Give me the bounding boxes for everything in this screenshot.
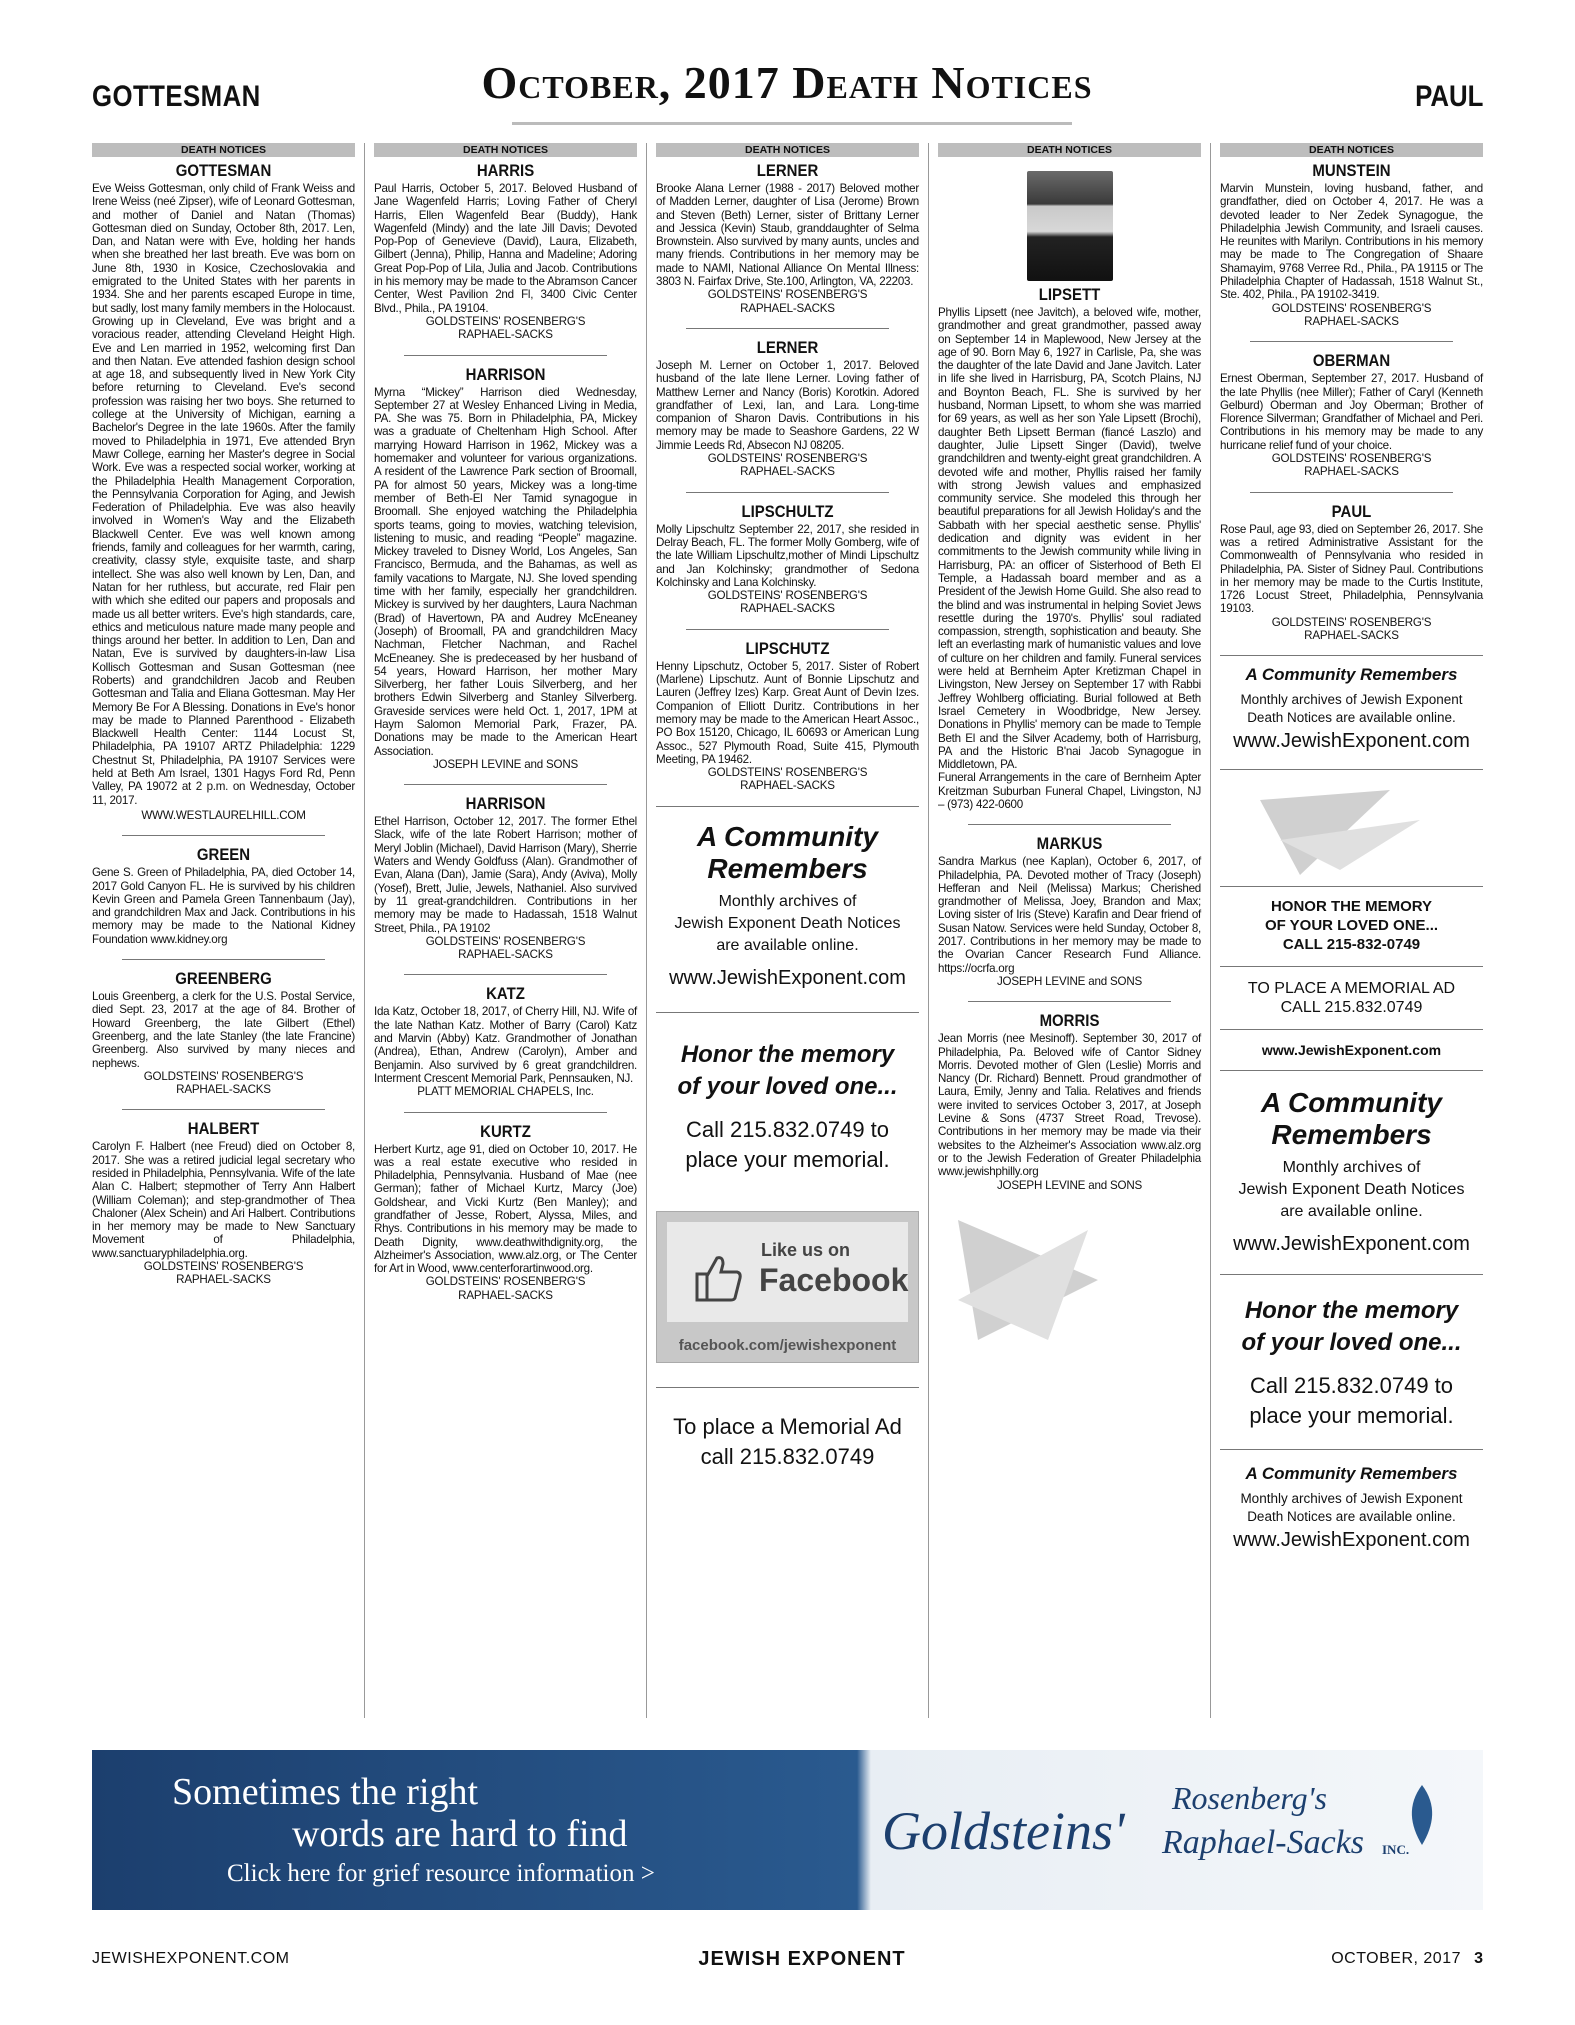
notice-kurtz (374, 1122, 637, 1303)
notice-divider (404, 784, 607, 785)
column-divider (928, 143, 929, 1718)
notice-body: Rose Paul, age 93, died on September 26, 2017. She was a retired Administrative Assistant for the Commonwealth of Pennsylvania who resided in Philadelphia, PA. Sister of Sidney Paul. Contributions in her memory may be made to the Curtis Institute, 1726 Locust Street, Philadelphia, Pennsylvania 19103. (1220, 522, 1483, 616)
footer-paper-name: JEWISH EXPONENT (698, 1948, 906, 1970)
funeral-home: JOSEPH LEVINE and SONS (996, 974, 1143, 988)
column-5 (1220, 143, 1483, 1554)
notice-katz (374, 984, 637, 1098)
notice-name: LIPSCHULTZ (741, 501, 834, 521)
notice-body: Ethel Harrison, October 12, 2017. The former Ethel Slack, wife of the late Robert Harrison; mother of Meryl Joblin (Michael), David Harrison (Mary), Sherrie Waters and Wendy Goldfuss (Alan). Grandmother of Evan, Alana (Dan), Jamie (Sara), Andy (Aviva), Molly (Yosef), Brett, Julie, Jewels, Nathaniel. Also survived by 11 great-grandchildren. Contributions in her memory may be made to Hadassah, 1518 Walnut Street, Phila., PA 19102 (374, 815, 637, 935)
funeral-home: RAPHAEL-SACKS (1304, 465, 1399, 479)
notice-name: HARRIS (476, 161, 535, 180)
notice-body: Gene S. Green of Philadelphia, PA, died October 14, 2017 Gold Canyon FL. He is survived by his children Kevin Green and Pamela Green Tannenbaum (Jay), and grandchildren Max and Jack. Contributions in his memory may be made to the National Kidney Foundation www.kidney.org (92, 866, 355, 946)
ad-text: are available online. (1280, 1203, 1423, 1221)
notice-harrison-myrna (374, 365, 637, 772)
logo-text: Rosenberg's (1172, 1780, 1327, 1816)
funeral-home: GOLDSTEINS' ROSENBERG'S (707, 288, 868, 302)
funeral-home: GOLDSTEINS' ROSENBERG'S (707, 452, 868, 466)
notice-divider (404, 355, 607, 356)
notice-body: Ernest Oberman, September 27, 2017. Husband of the late Phyllis (nee Miller); Father of Caryl (Kenneth Gelburd) Oberman and Joy Oberman; Brother of Florence Silverman; Grandfather of Michael and Peri. Contributions in his memory may be made to any hurricane relief fund of your choice. (1220, 372, 1483, 452)
column-divider (364, 143, 365, 1718)
notice-lerner-brooke (656, 161, 919, 315)
notice-name: MORRIS (1039, 1011, 1100, 1031)
funeral-home: RAPHAEL-SACKS (740, 465, 835, 479)
funeral-home: RAPHAEL-SACKS (458, 328, 553, 342)
facebook-badge (667, 1222, 908, 1322)
ad-text: Death Notices are available online. (1247, 710, 1456, 726)
notice-divider (1220, 769, 1483, 770)
notice-lipsett (938, 171, 1201, 811)
notice-name: GOTTESMAN (175, 161, 272, 180)
notice-name: HALBERT (187, 1119, 260, 1139)
section-bar: DEATH NOTICES (374, 143, 637, 157)
notice-divider (1220, 1029, 1483, 1030)
ad-text: To place a Memorial Ad (673, 1413, 902, 1439)
funeral-home: RAPHAEL-SACKS (458, 948, 553, 962)
ad-text: place your memorial. (685, 1146, 890, 1172)
notice-divider (656, 806, 919, 807)
notice-name: HARRISON (465, 794, 546, 814)
notice-divider (1220, 655, 1483, 656)
notice-divider (686, 328, 889, 329)
section-bar: DEATH NOTICES (938, 143, 1201, 157)
ad-text: Call 215.832.0749 to (685, 1116, 890, 1142)
funeral-home: JOSEPH LEVINE and SONS (996, 1178, 1143, 1192)
banner-cta-link[interactable]: Click here for grief resource information > (227, 1860, 655, 1887)
notice-divider (1220, 1449, 1483, 1450)
place-memorial-caps-ad[interactable] (1220, 979, 1483, 1017)
funeral-home: GOLDSTEINS' ROSENBERG'S (425, 1275, 586, 1289)
notice-munstein (1220, 161, 1483, 328)
notice-divider (1220, 1070, 1483, 1071)
ad-text: Monthly archives of (718, 892, 857, 910)
ad-text: are available online. (716, 936, 859, 954)
notice-name: HARRISON (465, 364, 546, 384)
logo-text: INC. (1382, 1842, 1410, 1857)
notice-green (92, 845, 355, 946)
ad-heading: of your loved one... (677, 1072, 898, 1100)
ad-text: TO PLACE A MEMORIAL AD (1247, 980, 1456, 998)
ad-heading: A Community Remembers (697, 820, 878, 884)
notice-lerner-joseph (656, 338, 919, 479)
column-divider (1210, 143, 1211, 1718)
notice-name: LIPSCHUTZ (745, 638, 830, 658)
funeral-home[interactable]: WWW.WESTLAURELHILL.COM (141, 808, 306, 822)
notice-divider (404, 974, 607, 975)
funeral-home: PLATT MEMORIAL CHAPELS, Inc. (417, 1085, 594, 1099)
notice-lipschutz (656, 639, 919, 793)
notice-divider (1250, 492, 1453, 493)
funeral-home: RAPHAEL-SACKS (740, 602, 835, 616)
notice-halbert (92, 1119, 355, 1286)
website-link[interactable]: www.JewishExponent.com (1233, 730, 1470, 753)
notice-name: KATZ (486, 984, 525, 1004)
funeral-home: RAPHAEL-SACKS (740, 779, 835, 793)
section-bar: DEATH NOTICES (1220, 143, 1483, 157)
honor-memory-ad[interactable] (656, 1039, 919, 1175)
funeral-home: GOLDSTEINS' ROSENBERG'S (707, 766, 868, 780)
notice-body: Brooke Alana Lerner (1988 - 2017) Beloved mother of Madden Lerner, daughter of Lisa (Jerome) Brown and Steven (Beth) Lerner, sister of Brittany Lerner and Jessica (Kevin) Staub, granddaughter of Selma Brownstein. Also survived by many aunts, uncles and many friends. Contributions in her memory may be made to NAMI, National Alliance On Mental Illness: 3803 N. Fairfax Drive, Ste.100, Arlington, VA, 22203. (656, 182, 919, 289)
fb-like-text: Like us on (761, 1239, 851, 1260)
notice-body: Ida Katz, October 18, 2017, of Cherry Hill, NJ. Wife of the late Nathan Katz. Mother of Barry (Carol) Katz and Marvin (Abby) Katz. Grandmother of Jonathan (Andrea), Ethan, Andrew (Carolyn), Amber and Benjamin. Also survived by 6 great grandchildren. Interment Crescent Memorial Park, Pennsauken, NJ. (374, 1005, 637, 1085)
notice-body: Henny Lipschutz, October 5, 2017. Sister of Robert (Marlene) Lipschutz. Aunt of Bonnie Lipschutz and Lauren (Jeffrey Izes) Karp. Great Aunt of Devin Izes. Companion of Elliott Duritz. Contributions in her memory may be made to the American Heart Assoc., PO Box 15120, Chicago, IL 60693 or American Lung Assoc., 527 Plymouth Road, Suite 415, Plymouth Meeting, PA 19462. (656, 659, 919, 766)
notice-name: PAUL (1331, 501, 1372, 521)
notice-body: Jean Morris (nee Mesinoff). September 30, 2017 of Philadelphia, Pa. Beloved wife of Cantor Sidney Morris. Devoted mother of Glen (Leslie) Morris and Nancy (Dr. Richard) Bennett. Proud grandmother of Laura, Emily, Jenny and Talia. Relatives and friends were invited to services October 3, 2017, at Joseph Levine & Sons (4737 Street Road, Trevose). Contributions in her memory may be made via their websites to the Alzheimer's Association www.alz.org or to the Jewish Federation of Greater Philadelphia www.jewishphilly.org (938, 1032, 1201, 1179)
column-3 (656, 143, 919, 1472)
page-number: 3 (1474, 1950, 1483, 1967)
notice-harris (374, 161, 637, 342)
honor-memory-caps-ad[interactable] (1220, 897, 1483, 954)
notice-divider (1220, 966, 1483, 967)
fb-name: Facebook (759, 1261, 909, 1298)
column-4 (938, 143, 1201, 1350)
notice-name: KURTZ (480, 1121, 531, 1141)
notice-divider (656, 1387, 919, 1388)
notice-divider (1250, 341, 1453, 342)
community-remembers-ad[interactable] (1220, 1087, 1483, 1256)
notice-greenberg (92, 969, 355, 1096)
ad-text: CALL 215.832.0749 (1280, 999, 1423, 1017)
ad-text: place your memorial. (1249, 1403, 1454, 1429)
website-link[interactable]: www.JewishExponent.com (1233, 1529, 1470, 1552)
ad-heading: A Community Remembers (1261, 1087, 1442, 1151)
notice-markus (938, 834, 1201, 988)
ad-text: CALL 215-832-0749 (1282, 936, 1421, 954)
notice-divider (968, 1001, 1171, 1002)
ad-heading: Honor the memory (680, 1040, 895, 1068)
logo-text: Goldsteins' (882, 1801, 1125, 1861)
notice-name: LERNER (756, 337, 819, 357)
funeral-home: RAPHAEL-SACKS (176, 1083, 271, 1097)
ad-text: Monthly archives of Jewish Exponent (1240, 1491, 1463, 1507)
funeral-home: RAPHAEL-SACKS (740, 301, 835, 315)
notice-lipschultz (656, 502, 919, 616)
section-bar: DEATH NOTICES (656, 143, 919, 157)
ad-heading: A Community Remembers (1245, 665, 1458, 685)
ad-heading: of your loved one... (1241, 1329, 1462, 1357)
website-link[interactable]: www.JewishExponent.com (1233, 1233, 1470, 1256)
funeral-home: RAPHAEL-SACKS (1304, 314, 1399, 328)
notice-divider (122, 835, 325, 836)
funeral-home: RAPHAEL-SACKS (176, 1273, 271, 1287)
notice-body: Eve Weiss Gottesman, only child of Frank Weiss and Irene Weiss (neé Zipser), wife of Leonard Gottesman, and mother of Daniel and Natan (Thomas) Gottesman died on Sunday, October 8th, 2017. Len, Dan, and Natan were with Eve, holding her hands when she breathed her last breath. Eve was born on June 8th, 1930 in Kosice, Czechoslovakia and emigrated to the United States with her parents in 1934. She and her parents escaped Europe in time, but sadly, lost many family members in the Holocaust. Growing up in Cleveland, Eve was bright and a voracious reader, attending Cleveland Height High. Eve and Len married in 1952, welcoming first Dan and then Natan. Eve attended fashion design school at age 18, and subsequently lived in New York City before returning to Cleveland. Eve's second profession was raising her two boys. She returned to college at the University of Michigan, earning a Bachelor's Degree in the late 1960s. After the family moved to Philadelphia in 1971, Eve attended Bryn Mawr College, earning her Master's degree in Social Work. Eve was a respected social worker, working at the Philadelphia Health Management Corporation, the Pennsylvania Corporation for Aging, and Jewish Federation of Philadelphia. Eve was also heavily involved in Women's Way and the Elizabeth Blackwell Center. Eve was well known among friends, family and colleagues for her warmth, caring, creativity, classy style, exquisite taste, and sharp intellect. She was also well known by Len, Dan, and Natan for her ruthless, but accurate, red Flair pen with which she edited our papers and proposals and made us all better writers. Eve's high standards, care, ethics and meticulous nature made many people and things around her better. In addition to Len, Dan and Natan, Eve is survived by daughters-in-law Lisa Kollisch Gottesman and Susan Gottesman (nee Roberts) and grandchildren Jacob and Reuben Gottesman and Talia and Eliana Gottesman. May Her Memory Be For A Blessing. Donations in Eve's honor may be made to Planned Parenthood - Elizabeth Blackwell Health Center: 1144 Locust St, Philadelphia, PA 19107 ARTZ Philadelphia: 1229 Chestnut St, Philadelphia, PA 19107 Services were held at Beth Am Israel, 1301 Hagys Ford Rd, Penn Valley, PA 19072 at 2 p.m. on Wednesday, October 11, 2017. (92, 182, 355, 807)
facebook-ad[interactable] (656, 1211, 919, 1363)
funeral-home: GOLDSTEINS' ROSENBERG'S (1271, 452, 1432, 466)
funeral-home: RAPHAEL-SACKS (458, 1288, 553, 1302)
grief-resource-banner[interactable] (92, 1750, 1483, 1910)
page-footer (92, 1950, 1483, 1974)
community-remembers-ad-small[interactable] (1220, 1464, 1483, 1554)
notice-divider (656, 1012, 919, 1013)
ad-text: Call 215.832.0749 to (1249, 1373, 1454, 1399)
notice-body: Louis Greenberg, a clerk for the U.S. Postal Service, died Sept. 23, 2017 at the age of 84. Brother of Howard Greenberg, the late Gilbert (Ethel) Greenberg, and the late Stanley (the late Francine) Greenberg. Also survived by many nieces and nephews. (92, 990, 355, 1070)
funeral-home: RAPHAEL-SACKS (1304, 629, 1399, 643)
notice-gottesman (92, 161, 355, 822)
funeral-home: GOLDSTEINS' ROSENBERG'S (1271, 615, 1432, 629)
notice-paul (1220, 502, 1483, 643)
notice-name: LERNER (756, 161, 819, 180)
funeral-home: JOSEPH LEVINE and SONS (432, 757, 579, 771)
notice-divider (686, 492, 889, 493)
banner-line-1: Sometimes the right (172, 1771, 479, 1813)
ad-text: Jewish Exponent Death Notices (1238, 1181, 1465, 1199)
logo-text: Raphael-Sacks (1162, 1824, 1365, 1861)
notice-divider (122, 959, 325, 960)
notice-name: MARKUS (1036, 834, 1103, 854)
banner-line-2: words are hard to find (292, 1813, 628, 1855)
ad-text: Jewish Exponent Death Notices (674, 914, 901, 932)
notice-body: Marvin Munstein, loving husband, father, and grandfather, died on October 4, 2017. He was a devoted leader to Ner Zedek Synagogue, the Philadelphia Jewish Community, and Israeli causes. He reunites with Marilyn. Contributions in his memory may be made to The Congregation of Shaare Shamayim, 9768 Verree Rd., Phila., PA 19115 or The Philadelphia Chapter of Hadassah, 1518 Walnut St., Ste. 402, Phila., PA 19102-3419. (1220, 182, 1483, 302)
footer-site[interactable]: JEWISHEXPONENT.COM (92, 1950, 290, 1967)
community-remembers-ad-small[interactable] (1220, 665, 1483, 755)
website-link[interactable]: www.JewishExponent.com (669, 966, 906, 989)
column-divider (646, 143, 647, 1718)
community-remembers-ad[interactable] (656, 821, 919, 990)
notice-body: Paul Harris, October 5, 2017. Beloved Husband of Jane Wagenfeld Harris; Loving Father of Cheryl Harris, Ellen Wagenfeld Bear (Buddy), Hank Wagenfeld (Mindy) and the late Jill Davis; Devoted Pop-Pop of Genevieve (David), Laura, Elizabeth, Gilbert (Jenna), Philip, Hanna and Madeline; Adoring Great Pop-Pop of Lila, Julia and Jacob. Contributions in his memory may be made to the Abramson Cancer Center, West Pavilion 2nd Fl, 3400 Civic Center Blvd., Phila., PA 19104. (374, 182, 637, 315)
star-of-david-icon (938, 1210, 1118, 1350)
footer-date: OCTOBER, 2017 (1331, 1950, 1461, 1967)
notice-body: Joseph M. Lerner on October 1, 2017. Beloved husband of the late Ilene Lerner. Loving father of Matthew Lerner and Nancy (Boris) Korotkin. Adored grandfather of Lexi, Ian, and Lara. Long-time companion of Sharon Davis. Contributions in his memory may be made to Seashore Gardens, 22 W Jimmie Leeds Rd, Absecon NJ 08205. (656, 358, 919, 452)
funeral-home: GOLDSTEINS' ROSENBERG'S (143, 1260, 304, 1274)
section-bar: DEATH NOTICES (92, 143, 355, 157)
page-header (92, 52, 1483, 122)
header-right-name: PAUL (1414, 80, 1483, 113)
facebook-url[interactable]: facebook.com/jewishexponent (678, 1336, 897, 1354)
notice-body: Molly Lipschultz September 22, 2017, she resided in Delray Beach, FL. The former Molly Gomberg, wife of the late William Lipschultz,mother of Mindi Lipschultz and Jan Kolchinsky; grandmother of Sedona Kolchinsky and Lana Kolchinsky. (656, 522, 919, 589)
notice-name: GREENBERG (175, 969, 272, 989)
notice-divider (968, 824, 1171, 825)
title-underline (512, 122, 1072, 125)
notice-divider (122, 1109, 325, 1110)
page-title: October, 2017 Death Notices (481, 57, 1093, 108)
notice-divider (686, 629, 889, 630)
funeral-home: GOLDSTEINS' ROSENBERG'S (1271, 301, 1432, 315)
notice-body: Carolyn F. Halbert (nee Freud) died on October 8, 2017. She was a retired judicial legal secretary who resided in Philadelphia, Pennsylvania. Wife of the late Alan C. Halbert; stepmother of Terry Ann Halbert (William Coleman); and step-grandmother of Thea Chaloner (Alex Schein) and Ari Halbert. Contributions in her memory may be made to New Sanctuary Movement of Philadelphia, www.sanctuaryphiladelphia.org. (92, 1140, 355, 1260)
memorial-ad[interactable] (656, 1412, 919, 1472)
flame-icon (1402, 1780, 1442, 1850)
notice-name: LIPSETT (1038, 285, 1101, 304)
funeral-home: GOLDSTEINS' ROSENBERG'S (707, 589, 868, 603)
column-2 (374, 143, 637, 1302)
star-of-david-icon (1240, 780, 1470, 880)
column-1 (92, 143, 355, 1287)
notice-morris (938, 1011, 1201, 1192)
honor-memory-ad[interactable] (1220, 1295, 1483, 1431)
funeral-home: GOLDSTEINS' ROSENBERG'S (143, 1069, 304, 1083)
thumbs-up-icon (693, 1252, 745, 1304)
funeral-home-logo (882, 1780, 1442, 1880)
notice-oberman (1220, 351, 1483, 478)
ad-text: Monthly archives of Jewish Exponent (1240, 692, 1463, 708)
website-link[interactable]: www.JewishExponent.com (1261, 1042, 1442, 1059)
notice-divider (1220, 1274, 1483, 1275)
notice-name: MUNSTEIN (1312, 161, 1391, 180)
ad-text: Monthly archives of (1282, 1159, 1421, 1177)
ad-heading: A Community Remembers (1245, 1464, 1458, 1484)
arrangements: Funeral Arrangements in the care of Bernheim Apter Kreitzman Suburban Funeral Chapel, Livingston, NJ – (973) 422-0600 (938, 771, 1201, 811)
ad-text: call 215.832.0749 (700, 1443, 875, 1469)
funeral-home: GOLDSTEINS' ROSENBERG'S (425, 314, 586, 328)
notice-body: Phyllis Lipsett (nee Javitch), a beloved wife, mother, grandmother and great grandmother, passed away on September 14 in Maplewood, New Jersey at the age of 90. Born May 6, 1927 in Carlisle, Pa, she was the daughter of the late David and Jane Javitch. Later in life she lived in Harrisburg, PA, Scotch Plains, NJ and Boynton Beach, FL. She is survived by her husband, Norman Lipsett, to whom she was married for 69 years, as well as her son Yale Lipsett (Brochi), daughter Beth Lipsett Berman (fiancé Laszlo) and daughter, Julie Lipsett Singer (David), twelve grandchildren and twenty-eight great grandchildren. A devoted wife and mother, Phyllis raised her family with strong Jewish values and emphasized community service. She modeled this through her beautiful preparations for all Jewish Holiday's and the Sabbath with her special aesthetic sense. Phyllis' dedication and dignity was evident in her commitments to the Jewish community while living in Harrisburg, PA: an officer of Sisterhood of Beth El Temple, a Hadassah board member and as a President of the Jewish Home Guild. She also read to the blind and was instrumental in helping Soviet Jews resettle during the 1970's. Phyllis' soul radiated compassion, strength, sophistication and beauty. She left an everlasting mark of humanistic values and love of culture on her children and family. Funeral services were held at Bernheim Apter Kretizman Chapel in Livingston, New Jersey on September 17 with Rabbi Jeffrey Wohlberg officiating. Burial followed at Beth Israel Cemetery in Woodbridge, New Jersey. Donations in Phyllis' memory can be made to Temple Beth El and the Silver Academy, both of Harrisburg, PA and the Historic B'nai Jacob Synagogue in Middletown, PA. (938, 306, 1201, 772)
ad-text: Death Notices are available online. (1247, 1509, 1456, 1525)
notice-body: Myrna “Mickey” Harrison died Wednesday, September 27 at Wesley Enhanced Living in Media, PA. She was 75. Born in Philadelphia, PA, Mickey was a graduate of Cheltenham High School. After marrying Howard Harrison in 1962, Mickey was a homemaker and volunteer for various organizations. A resident of the Lawrence Park section of Broomall, PA for almost 50 years, Mickey was a long-time member of Beth-El Ner Tamid synagogue in Broomall. She enjoyed watching the Philadelphia sports teams, going to movies, watching television, listening to music, and reading “People” magazine. Mickey traveled to Disney World, Los Angeles, San Francisco, Bermuda, and the Bahamas, as well as family vacations to Margate, NJ. She loved spending time with her family, especially her grandchildren. Mickey is survived by her daughters, Laura Nachman (Brad) of Havertown, PA and Audrey McEneaney (Joseph) of Broomall, PA and grandchildren Macy Nachman, Fletcher Nachman, and Rachel McEneaney. She is predeceased by her husband of 54 years, Howard Harrison, her mother Mary Silverberg, her father Louis Silverberg, and her brothers Edwin Silverberg and Stanley Silverberg. Graveside services were held Oct. 1, 2017, 1PM at Haym Salomon Memorial Park, Frazer, PA. Donations may be made to the American Heart Association. (374, 385, 637, 758)
portrait-photo (1027, 171, 1113, 281)
notice-body: Herbert Kurtz, age 91, died on October 10, 2017. He was a real estate executive who resided in Philadelphia, Pennsylvania. Husband of Mae (nee German); father of Michael Kurtz, Marcy (Joe) Goldshear, and Vicki Kurtz (Ben Manley); and grandfather of Jesse, Robert, Alyssa, Miles, and Rhys. Contributions in his memory may be made to Death Dignity, www.deathwithdignity.org, the Alzheimer's Association, www.alz.org, or The Center for Art in Wood, www.centerforartinwood.org. (374, 1142, 637, 1276)
notice-divider (404, 1112, 607, 1113)
ad-text: OF YOUR LOVED ONE... (1264, 917, 1439, 935)
ad-text: HONOR THE MEMORY (1270, 898, 1433, 916)
notice-name: GREEN (196, 845, 251, 865)
notice-divider (1220, 886, 1483, 887)
notice-harrison-ethel (374, 794, 637, 961)
header-left-name: GOTTESMAN (92, 80, 261, 113)
notice-body: Sandra Markus (nee Kaplan), October 6, 2017, of Philadelphia, PA. Devoted mother of Tracy (Joseph) Hefferan and Neil (Melissa) Markus; Cherished grandmother of Melissa, Joey, Brandon and Max; Loving sister of Iris (Steve) Karafin and Dear friend of Susan Natow. Services were held Sunday, October 8, 2017. Contributions in her memory may be made to the Ovarian Cancer Research Fund Alliance. https://ocrfa.org (938, 855, 1201, 975)
notice-name: OBERMAN (1312, 351, 1391, 371)
funeral-home: GOLDSTEINS' ROSENBERG'S (425, 934, 586, 948)
ad-heading: Honor the memory (1244, 1297, 1459, 1325)
